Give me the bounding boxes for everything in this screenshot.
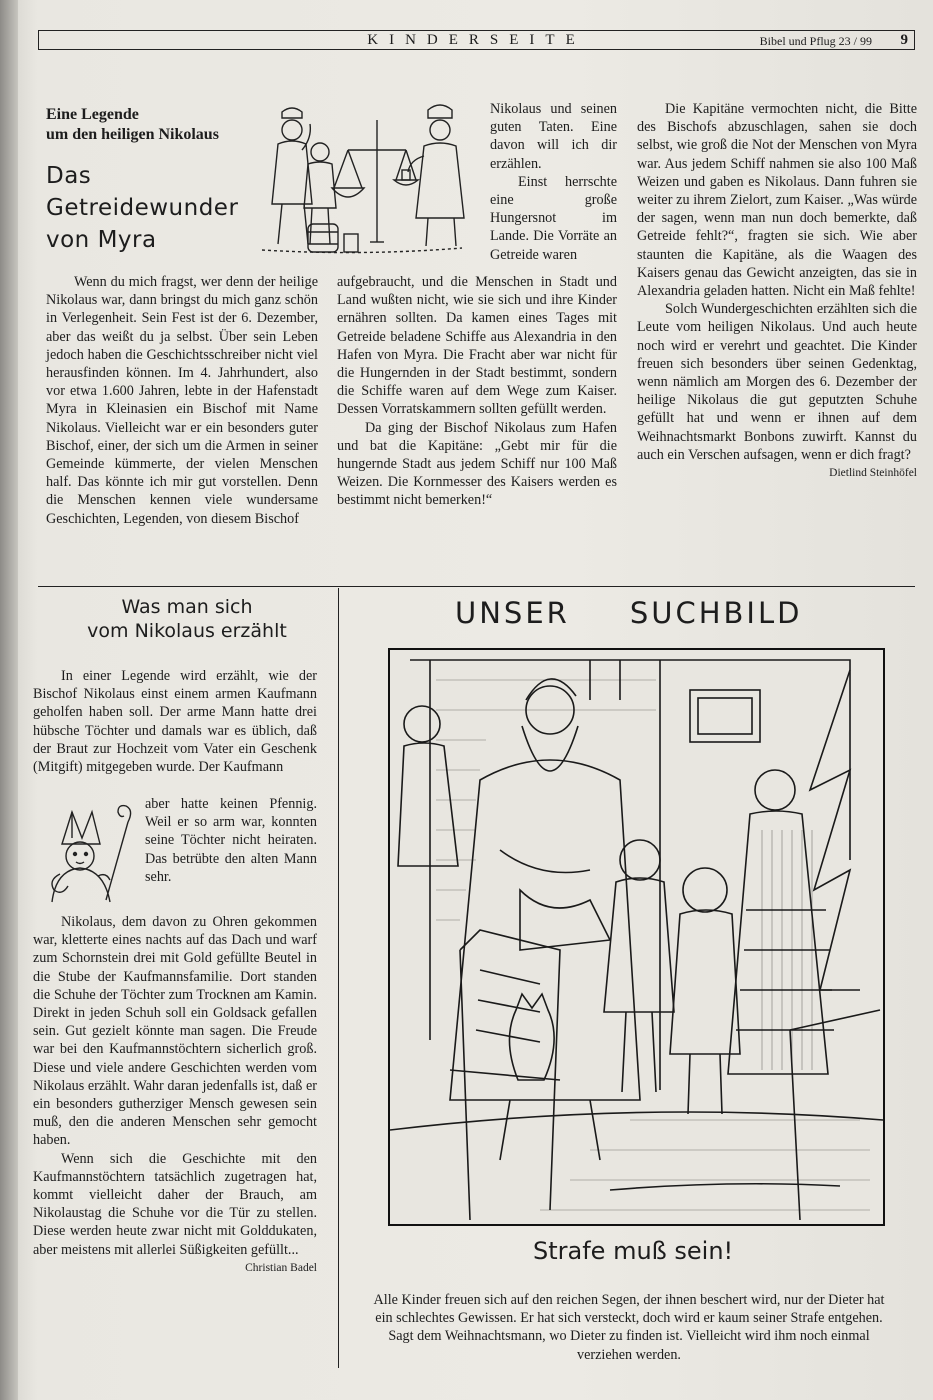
article2-paragraph: Nikolaus, dem davon zu Ohren gekommen war, kletterte eines nachts auf das Dach und warf zum Schornstein drei mit Gold gefüllte Beutel in die Stube der Kaufmannsfamilie. Dort standen die Schuhe der Töchter zum Trocknen am Kamin. Direkt in jeden Schuh soll ein Goldsack gefallen sein. Gut gezielt könnte man sagen. Die Freude war bei den Kaufmannstöchtern sicherlich groß. Diese und viele andere Geschichten werden vom Nikolaus erzählt. Wahr daran jedenfalls ist, daß er ein besonders gutherziger Mensch gewesen sein muß, den die anderen Menschen sehr gemocht haben.	[33, 914, 317, 1149]
article1-paragraph: Wenn du mich fragst, wer denn der heilige Nikolaus war, dann bringst du mich ganz schön in Verlegenheit. Sein Fest ist der 6. Dezember, aber das weißt du ja selbst. Über sein Leben jedoch haben die Geschichtsschreiber nicht viel herausfinden können. Im 4. Jahrhundert, also vor etwa 1.600 Jahren, lebte in der Hafenstadt Myra in Kleinasien ein Bischof mit Name Nikolaus. Vielleicht war er ein besonders guter Bischof, einer, der sich um die Armen in seiner Gemeinde kümmerte, der vielen Menschen half. Das könnte ich mir gut vorstellen. Denn die Menschen kennen viele wundersame Geschichten, Legenden, von diesem Bischof	[46, 274, 318, 527]
article1-paragraph: Da ging der Bischof Nikolaus zum Hafen und bat die Kapitäne: „Gebt mir für die hungernde Stadt aus jedem Schiff nur 100 Maß Weizen. Die Kornmesser des Kaisers werden es bestimmt nicht bemerken!“	[337, 419, 617, 509]
article1-paragraph: Einst herrschte eine große Hungersnot im Lande. Die Vorräte an Getreide waren	[490, 173, 617, 263]
article1-column1	[46, 273, 318, 528]
suchbild-picture	[388, 648, 885, 1226]
article2-body	[33, 913, 317, 1277]
article2-title-line: Was man sich	[121, 596, 253, 618]
suchbild-subtitle: Strafe muß sein!	[533, 1237, 734, 1265]
article1-title	[46, 160, 238, 256]
article2-title	[46, 595, 328, 643]
bishop-nikolaus-illustration	[36, 804, 140, 904]
article1-paragraph-text: Solch Wundergeschichten erzählten sich die Leute vom heiligen Nikolaus. Und auch heute noch wird er verehrt und geachtet. Die Kinder freuen sich besonders über seinen Gedenktag, wenn nämlich am Morgen des 6. Dezember der heilige Nikolaus die gut geputzten Schuhe gefüllt hat und wenn er ihnen auf dem Weihnachtsmarkt Bonbons zuwirft. Kannst du auch ein Verschen aufsagen, wenn er dich fragt?	[637, 301, 917, 463]
article1-paragraph: aufgebraucht, und die Menschen in Stadt und Land wußten nicht, wie sie sich und ihre Kinder ernähren sollten. Da kamen eines Tages mit Getreide beladene Schiffe aus Alexandria in den Hafen von Myra. Die Fracht aber war nicht für die Hungernden in der Stadt bestimmt, sondern die Schiffe waren auf dem Wege zum Kaiser. Dessen Vorratskammern sollten gefüllt werden.	[337, 274, 617, 418]
article1-title-line: Das	[46, 163, 92, 189]
article1-kicker	[46, 105, 219, 145]
article2-intro	[33, 667, 317, 776]
suchbild-caption: Alle Kinder freuen sich auf den reichen Segen, der ihnen beschert wird, nur der Dieter hat ein schlechtes Gewissen. Er hat sich versteckt, doch wird er kaum seiner Strafe entgehen. Sagt dem Weihnachtsmann, wo Dieter zu finden ist. Vielleicht wird ihm noch einmal verziehen werden.	[373, 1292, 885, 1363]
section-title: KINDERSEITE	[367, 32, 586, 48]
article2-author: Christian Badel	[245, 1261, 317, 1274]
article2-paragraph: Wenn sich die Geschichte mit den Kaufmannstöchtern tatsächlich zugetragen hat, kommt vielleicht daher der Brauch, am Nikolaustag die Schuhe vor die Tür zu stellen. Diese werden heute zwar nicht mit Golddukaten, aber meistens mit allerlei Süßigkeiten gefüllt...	[33, 1150, 317, 1258]
article1-kicker-line: um den heiligen Nikolaus	[46, 126, 219, 143]
article1-column3	[637, 100, 917, 482]
merchants-scale-illustration	[252, 100, 472, 258]
horizontal-divider	[38, 586, 915, 587]
santa-visit-illustration	[390, 650, 883, 1224]
suchbild-title	[455, 596, 802, 630]
page-number: 9	[900, 32, 908, 48]
article1-paragraph	[637, 300, 917, 480]
article1-column2-top	[490, 100, 617, 264]
vertical-divider	[338, 588, 339, 1368]
article2-paragraph: aber hatte keinen Pfennig. Weil er so arm war, konnten seine Töchter nicht heiraten. Das betrübte den alten Mann sehr.	[145, 796, 317, 885]
page-binding-shadow	[0, 0, 18, 1400]
suchbild-title-word: UNSER	[455, 596, 570, 630]
article1-author: Dietlind Steinhöfel	[829, 467, 917, 480]
article1-paragraph: Nikolaus und seinen guten Taten. Eine davon will ich dir erzählen.	[490, 101, 617, 172]
article1-paragraph: Die Kapitäne vermochten nicht, die Bitte des Bischofs abzuschlagen, sahen sie doch selbst, wie groß die Not der Menschen von Myra war. Aus jedem Schiff nahmen sie also 100 Maß Weizen und gaben es Nikolaus. Dann fuhren sie weiter zu ihrem Zielort, zum Kaiser. „Was würde der sagen, wenn man nun doch bemerkte, daß Getreide fehlt?“, fragten sie sich. Wie aber staunten die Kapitäne, als die Waagen des Kaisers genau das Gewicht anzeigten, das sie in Alexandria geladen hatten. Nicht ein Maß fehlte!	[637, 101, 917, 300]
article1-column2	[337, 273, 617, 510]
suchbild-title-word: SUCHBILD	[629, 596, 803, 630]
article1-kicker-line: Eine Legende	[46, 106, 139, 123]
article2-paragraph: In einer Legende wird erzählt, wie der Bischof Nikolaus einst einem armen Kaufmann geholfen haben soll. Der arme Mann hatte drei hübsche Töchter und damals war es üblich, daß der Braut zur Hochzeit vom Vater ein Geschenk (Mitgift) mitgegeben wurde. Der Kaufmann	[33, 668, 317, 776]
article1-title-line: von Myra	[46, 227, 157, 253]
article2-side-text	[145, 795, 317, 886]
article2-title-line: vom Nikolaus erzählt	[87, 620, 287, 642]
publication-info: Bibel und Pflug 23 / 99	[759, 34, 872, 48]
article1-title-line: Getreidewunder	[46, 195, 239, 221]
page-header	[38, 30, 915, 50]
